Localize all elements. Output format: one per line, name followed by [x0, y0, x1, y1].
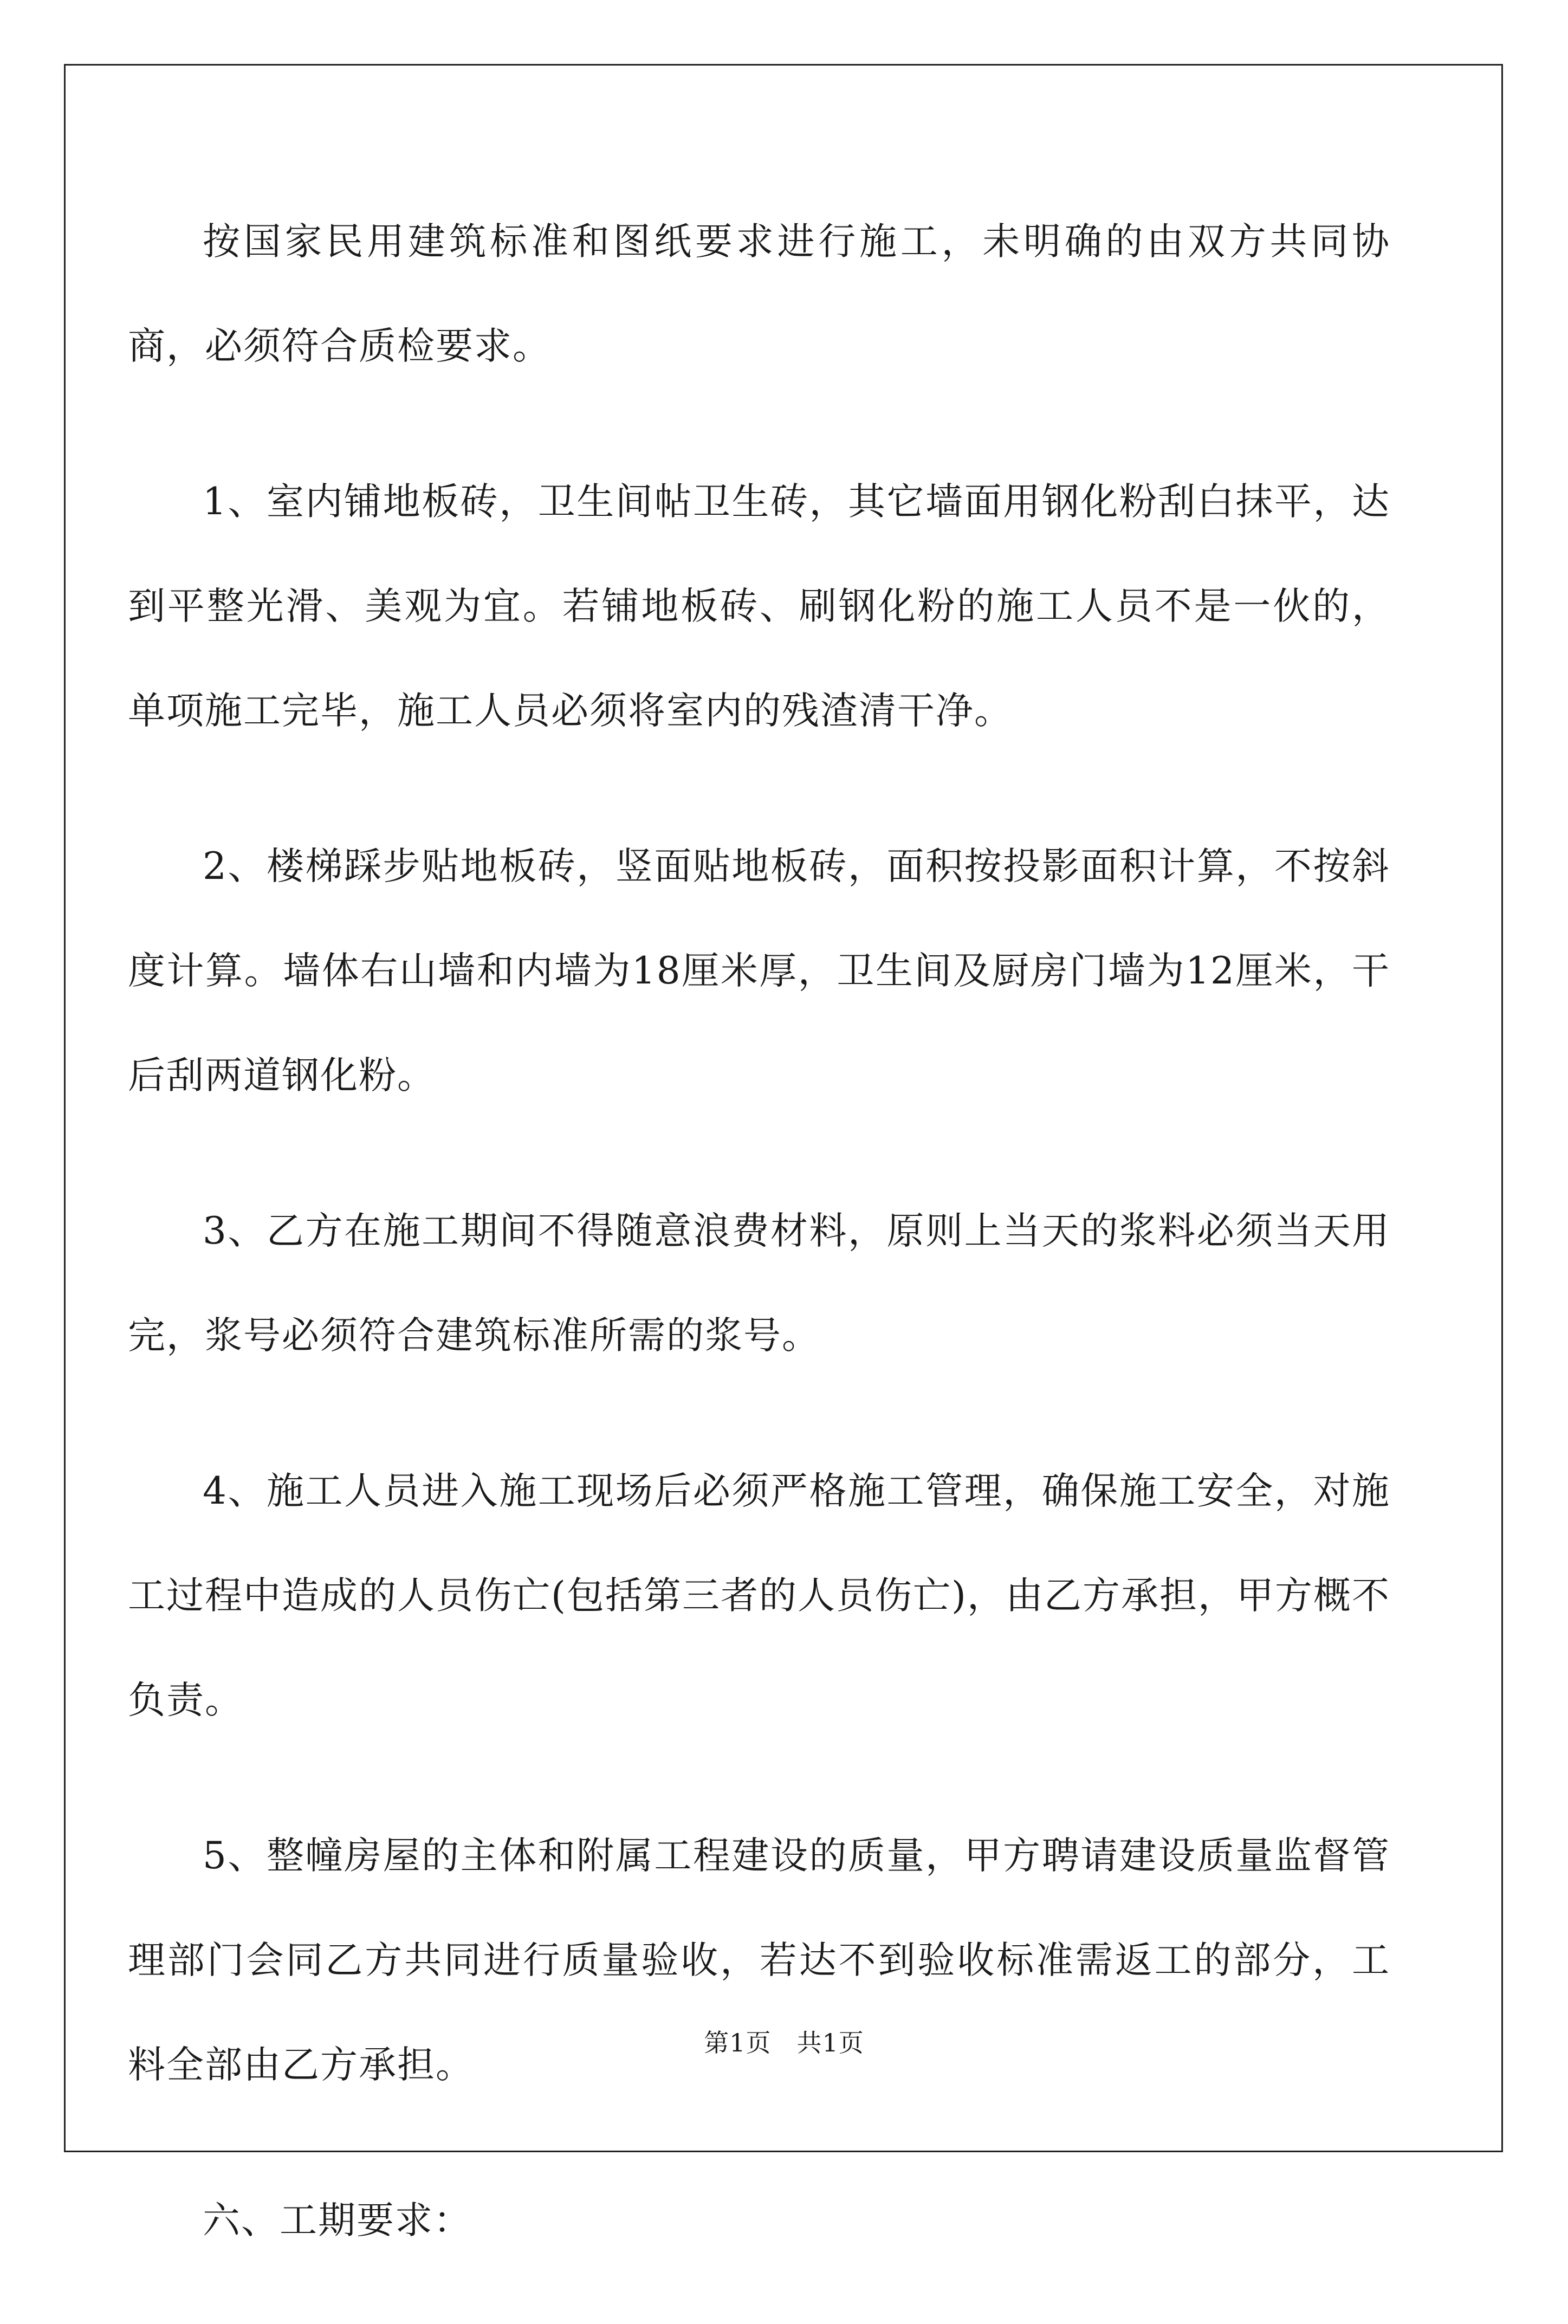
document-body: [128, 190, 1390, 2324]
paragraph-item-2-stairs-walls: 2、楼梯踩步贴地板砖，竖面贴地板砖，面积按投影面积计算，不按斜度计算。墙体右山墙和内墙为18厘米厚，卫生间及厨房门墙为12厘米，干后刮两道钢化粉。: [128, 845, 1390, 1097]
paragraph-item-1-flooring: 1、室内铺地板砖，卫生间帖卫生砖，其它墙面用钢化粉刮白抹平，达到平整光滑、美观为宜。若铺地板砖、刷钢化粉的施工人员不是一伙的，单项施工完毕，施工人员必须将室内的残渣清干净。: [128, 480, 1390, 733]
paragraph-item-4-safety: 4、施工人员进入施工现场后必须严格施工管理，确保施工安全，对施工过程中造成的人员伤亡(包括第三者的人员伤亡)，由乙方承担，甲方概不负责。: [128, 1470, 1390, 1722]
paragraph-item-3-materials: 3、乙方在施工期间不得随意浪费材料，原则上当天的浆料必须当天用完，浆号必须符合建筑标准所需的浆号。: [128, 1209, 1390, 1357]
section-heading-schedule: 六、工期要求：: [203, 2199, 472, 2242]
page-number-footer: 第1页 共1页: [704, 2028, 864, 2057]
paragraph-item-5-inspection: 5、整幢房屋的主体和附属工程建设的质量，甲方聘请建设质量监督管理部门会同乙方共同进行质量验收，若达不到验收标准需返工的部分，工料全部由乙方承担。: [128, 1834, 1390, 2087]
paragraph-quality-requirements: 按国家民用建筑标准和图纸要求进行施工，未明确的由双方共同协商，必须符合质检要求。: [128, 220, 1390, 368]
